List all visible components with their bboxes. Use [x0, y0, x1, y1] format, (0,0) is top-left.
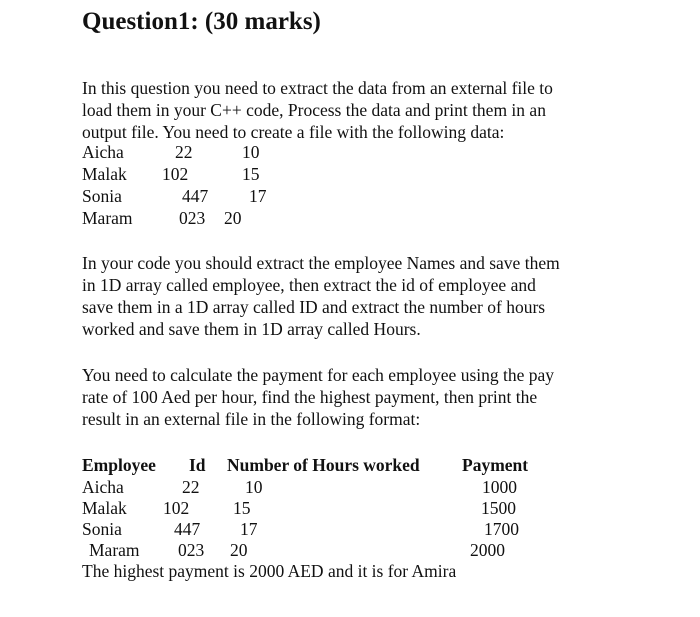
paragraph-line: result in an external file in the following format:: [82, 409, 421, 429]
output-hours: 20: [230, 540, 248, 560]
output-hours: 17: [240, 519, 258, 539]
header-employee: Employee: [82, 455, 156, 475]
arrays-paragraph: [82, 252, 560, 340]
input-id: 447: [182, 186, 209, 206]
input-hours: 20: [224, 208, 242, 228]
header-hours: Number of Hours worked: [227, 455, 420, 475]
output-name: Malak: [82, 498, 127, 518]
output-name: Aicha: [82, 477, 124, 497]
paragraph-line: in 1D array called employee, then extract the id of employee and: [82, 275, 536, 295]
input-id: 023: [179, 208, 206, 228]
input-id: 102: [162, 164, 189, 184]
payment-paragraph: [82, 364, 554, 430]
output-payment: 2000: [470, 540, 505, 560]
output-payment: 1700: [484, 519, 519, 539]
paragraph-line: save them in a 1D array called ID and extract the number of hours: [82, 297, 546, 317]
header-id: Id: [189, 455, 206, 475]
input-hours: 17: [249, 186, 267, 206]
paragraph-line: output file. You need to create a file with the following data:: [82, 122, 505, 142]
output-name: Sonia: [82, 519, 122, 539]
question-title: Question1: (30 marks): [82, 8, 321, 35]
paragraph-line: worked and save them in 1D array called Hours.: [82, 319, 421, 339]
output-hours: 10: [245, 477, 263, 497]
paragraph-line: In your code you should extract the employee Names and save them: [82, 253, 560, 273]
output-id: 023: [178, 540, 205, 560]
input-name: Sonia: [82, 186, 122, 206]
paragraph-line: In this question you need to extract the data from an external file to: [82, 78, 553, 98]
output-payment: 1500: [481, 498, 516, 518]
header-payment: Payment: [462, 455, 529, 475]
output-id: 102: [163, 498, 190, 518]
output-hours: 15: [233, 498, 251, 518]
highest-payment-line: The highest payment is 2000 AED and it is for Amira: [82, 561, 457, 581]
intro-paragraph: [82, 77, 553, 143]
output-id: 447: [174, 519, 201, 539]
paragraph-line: You need to calculate the payment for each employee using the pay: [82, 365, 555, 385]
input-name: Aicha: [82, 142, 124, 162]
input-id: 22: [175, 142, 193, 162]
input-hours: 10: [242, 142, 260, 162]
paragraph-line: load them in your C++ code, Process the data and print them in an: [82, 100, 546, 120]
input-name: Maram: [82, 208, 133, 228]
output-name: Maram: [89, 540, 140, 560]
input-hours: 15: [242, 164, 260, 184]
input-name: Malak: [82, 164, 127, 184]
output-id: 22: [182, 477, 200, 497]
paragraph-line: rate of 100 Aed per hour, find the highest payment, then print the: [82, 387, 538, 407]
output-payment: 1000: [482, 477, 517, 497]
